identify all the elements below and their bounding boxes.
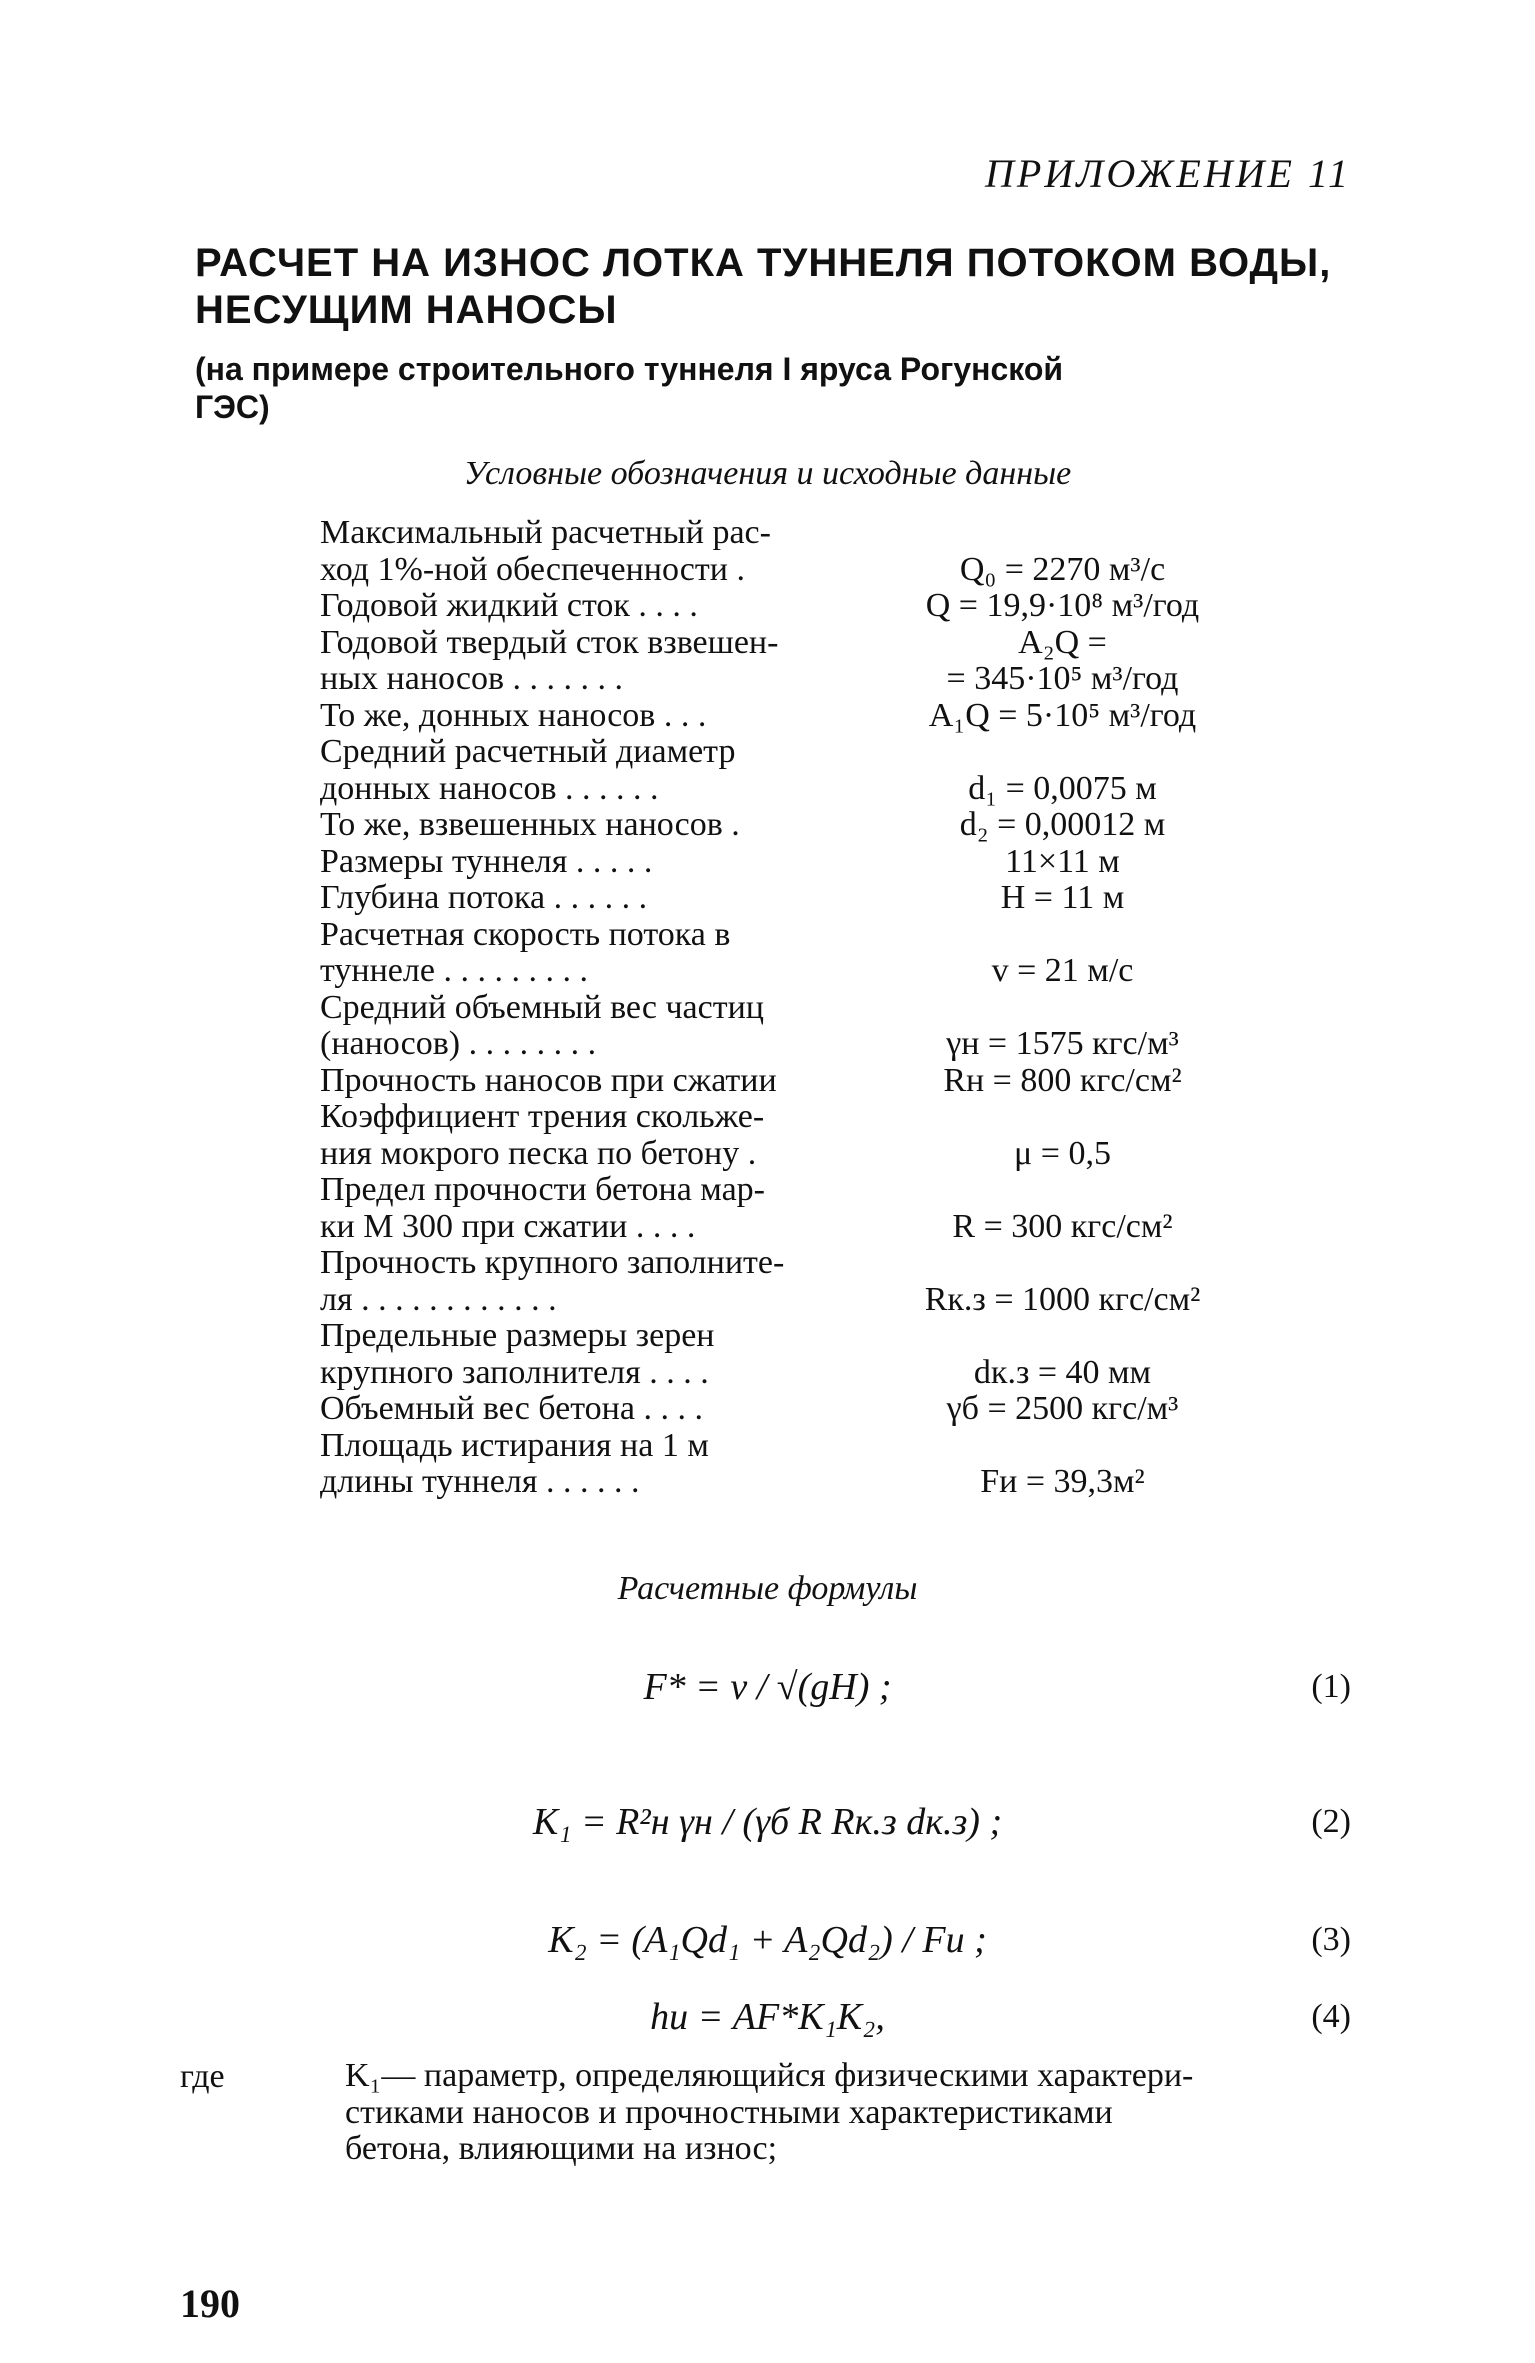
appendix-header: ПРИЛОЖЕНИЕ 11 bbox=[985, 151, 1351, 196]
formula-1: F* = v / √(gH) ; bbox=[643, 1666, 892, 1708]
parameter-label: Предельные размеры зерен крупного заполнителя . . . . bbox=[320, 1317, 715, 1391]
equation-number-2: (2) bbox=[1311, 1803, 1351, 1840]
formula-3: K₂ = (A₁Qd₁ + A₂Qd₂) / Fи ; bbox=[548, 1919, 987, 1961]
parameter-label: Расчетная скорость потока в туннеле . . . . . . . . . bbox=[320, 915, 731, 989]
parameter-label: Площадь истирания на 1 м длины туннеля . . . . . . bbox=[320, 1426, 709, 1500]
parameter-row bbox=[320, 625, 1240, 698]
parameter-value: d₁ = 0,0075 м bbox=[968, 769, 1157, 807]
parameter-label: Средний расчетный диаметр донных наносов . . . . . . bbox=[320, 733, 736, 807]
parameter-row bbox=[320, 1318, 1240, 1391]
parameter-value: dк.з = 40 мм bbox=[973, 1353, 1152, 1391]
parameter-label: Прочность крупного заполните- ля . . . . . . . . . . . . bbox=[320, 1244, 785, 1318]
parameter-value: v = 21 м/с bbox=[991, 952, 1134, 989]
parameter-value: Rн = 800 кгс/см² bbox=[943, 1061, 1182, 1099]
parameter-row bbox=[320, 1245, 1240, 1318]
formula-2: K₁ = R²н γн / (γб R Rк.з dк.з) ; bbox=[532, 1801, 1003, 1843]
parameter-row bbox=[320, 990, 1240, 1063]
parameter-label: Размеры туннеля . . . . . bbox=[320, 842, 653, 880]
page-number: 190 bbox=[180, 2281, 240, 2326]
parameter-row bbox=[320, 1063, 1240, 1100]
parameter-value: R = 300 кгс/см² bbox=[952, 1207, 1173, 1245]
parameter-value: μ = 0,5 bbox=[1014, 1134, 1111, 1172]
parameter-label: Годовой жидкий сток . . . . bbox=[320, 587, 698, 624]
formula-4: hи = AF*K₁K₂, bbox=[650, 1996, 885, 2038]
parameter-value: A₁Q = 5·10⁵ м³/год bbox=[928, 696, 1197, 734]
parameter-label: То же, взвешенных наносов . bbox=[320, 806, 740, 843]
parameter-row bbox=[320, 1428, 1240, 1501]
parameter-row bbox=[320, 807, 1240, 844]
parameter-label: Средний объемный вес частиц (наносов) . . . . . . . . bbox=[320, 988, 764, 1062]
parameter-row bbox=[320, 588, 1240, 625]
parameter-value: H = 11 м bbox=[1000, 879, 1125, 916]
parameter-label: Коэффициент трения скольже- ния мокрого песка по бетону . bbox=[320, 1098, 765, 1172]
parameter-row bbox=[320, 734, 1240, 807]
parameter-value: A₂Q = = 345·10⁵ м³/год bbox=[946, 623, 1179, 697]
parameter-row bbox=[320, 1391, 1240, 1428]
parameter-row bbox=[320, 1099, 1240, 1172]
parameter-label: Предел прочности бетона мар- ки М 300 при сжатии . . . . bbox=[320, 1171, 765, 1245]
parameter-row bbox=[320, 917, 1240, 990]
parameter-row bbox=[320, 880, 1240, 917]
parameter-value: Q = 19,9·10⁸ м³/год bbox=[925, 587, 1200, 624]
equation-number-1: (1) bbox=[1311, 1668, 1351, 1705]
parameter-row bbox=[320, 1172, 1240, 1245]
document-subtitle: (на примере строительного туннеля I яруса Рогунской ГЭС) bbox=[195, 351, 1064, 425]
document-title: РАСЧЕТ НА ИЗНОС ЛОТКА ТУННЕЛЯ ПОТОКОМ ВОДЫ, НЕСУЩИМ НАНОСЫ bbox=[195, 241, 1332, 332]
parameter-value: γн = 1575 кгс/м³ bbox=[946, 1025, 1179, 1062]
parameter-row bbox=[320, 515, 1240, 588]
parameter-row bbox=[320, 844, 1240, 881]
parameter-value: Q₀ = 2270 м³/с bbox=[959, 550, 1166, 588]
formulas-heading: Расчетные формулы bbox=[617, 1570, 918, 1607]
parameter-value: γб = 2500 кгс/м³ bbox=[946, 1390, 1179, 1427]
where-label: где bbox=[180, 2058, 225, 2095]
equation-number-3: (3) bbox=[1311, 1921, 1351, 1958]
parameter-label: Максимальный расчетный рас- ход 1%-ной обеспеченности . bbox=[320, 514, 771, 588]
parameter-list bbox=[320, 515, 1240, 1501]
parameter-value: Fи = 39,3м² bbox=[980, 1463, 1145, 1500]
parameter-value: Rк.з = 1000 кгс/см² bbox=[924, 1280, 1201, 1318]
parameter-label: Глубина потока . . . . . . bbox=[320, 879, 648, 916]
notation-heading: Условные обозначения и исходные данные bbox=[463, 455, 1072, 492]
where-definition: K₁— параметр, определяющийся физическими характери- стиками наносов и прочностными характеристиками бетона, влияющими на износ; bbox=[345, 2057, 1194, 2167]
parameter-value: d₂ = 0,00012 м bbox=[959, 806, 1166, 843]
parameter-label: Прочность наносов при сжатии bbox=[320, 1061, 777, 1099]
parameter-value: 11×11 м bbox=[1005, 842, 1120, 880]
equation-number-4: (4) bbox=[1311, 1998, 1351, 2035]
parameter-row bbox=[320, 698, 1240, 735]
parameter-label: Годовой твердый сток взвешен- ных наносов . . . . . . . bbox=[320, 623, 779, 697]
parameter-label: Объемный вес бетона . . . . bbox=[320, 1390, 703, 1427]
parameter-label: То же, донных наносов . . . bbox=[320, 696, 707, 734]
